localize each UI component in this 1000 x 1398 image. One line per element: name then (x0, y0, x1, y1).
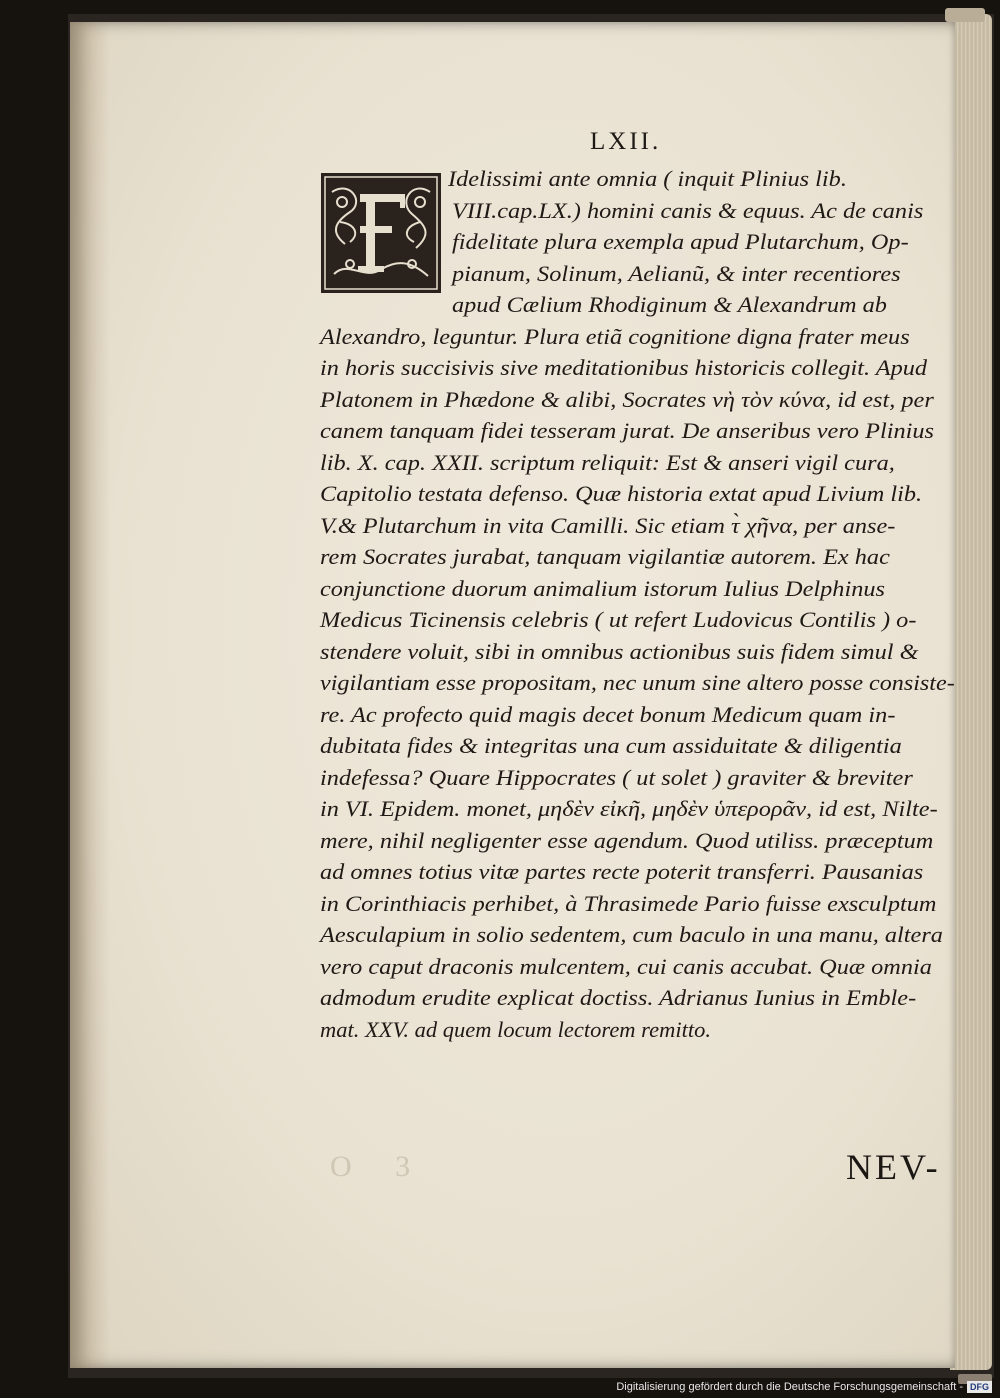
text-line: Aesculapium in solio sedentem, cum baculo in una manu, altera (320, 922, 943, 947)
dfg-logo-icon: DFG (967, 1381, 992, 1393)
text-line: in Corinthiacis perhibet, à Thrasimede Pario fuisse exsculptum (320, 890, 937, 916)
text-line: conjunctione duorum animalium istorum Iulius Delphinus (320, 575, 885, 601)
show-through-text: O 3 (330, 1150, 429, 1183)
text-line: vero caput draconis mulcentem, cui canis accubat. Quæ omnia (320, 953, 932, 979)
text-line: Platonem in Phædone & alibi, Socrates νὴ τὸν κύνα, id est, per (320, 386, 934, 412)
text-line: in VI. Epidem. monet, μηδὲν εἰκῆ, μηδὲν ὑπερορᾶν, id est, Nilte- (320, 796, 938, 821)
page-gutter-shadow (70, 22, 110, 1368)
text-line: lib. X. cap. XXII. scriptum reliquit: Est & anseri vigil cura, (320, 449, 895, 475)
text-line: Idelissimi ante omnia ( inquit Plinius lib. (448, 166, 847, 191)
catchword: NEV- (846, 1147, 941, 1187)
text-line: Alexandro, leguntur. Plura etiã cognitione digna frater meus (320, 323, 910, 349)
text-line: pianum, Solinum, Aelianũ, & inter recentiores (452, 260, 901, 286)
page-folio: LXII. (590, 128, 662, 155)
text-line: Capitolio testata defenso. Quæ historia extat apud Livium lib. (320, 481, 923, 506)
text-line: admodum erudite explicat doctiss. Adrianus Iunius in Emble- (320, 985, 917, 1010)
text-line: Medicus Ticinensis celebris ( ut refert Ludovicus Contilis ) o- (320, 607, 917, 632)
text-line: rem Socrates jurabat, tanquam vigilantiæ autorem. Ex hac (320, 544, 890, 569)
page-clip-top (945, 8, 985, 22)
ornament-initial-icon (320, 172, 442, 294)
text-line: in horis succisivis sive meditationibus historicis collegit. Apud (320, 355, 928, 380)
digitization-credit (616, 1378, 992, 1396)
text-line: mat. XXV. ad quem locum lectorem remitto. (320, 1016, 711, 1042)
credit-text: Digitalisierung gefördert durch die Deutsche Forschungsgemeinschaft - (616, 1381, 963, 1393)
text-line: V.& Plutarchum in vita Camilli. Sic etiam τ̀ χῆνα, per anse- (320, 512, 896, 538)
text-line: indefessa? Quare Hippocrates ( ut solet ) graviter & breviter (320, 764, 913, 790)
text-line: dubitata fides & integritas una cum assiduitate & diligentia (320, 733, 902, 758)
text-line: VIII.cap.LX.) homini canis & equus. Ac de canis (452, 197, 924, 223)
page-edges (950, 14, 992, 1370)
text-line: ad omnes totius vitæ partes recte poterit transferri. Pausanias (320, 859, 924, 884)
decorated-initial (320, 172, 442, 294)
text-line: re. Ac profecto quid magis decet bonum Medicum quam in- (320, 701, 896, 727)
text-line: canem tanquam fidei tesseram jurat. De anseribus vero Plinius (320, 418, 934, 443)
text-line: mere, nihil negligenter esse agendum. Quod utiliss. præceptum (320, 827, 934, 853)
text-line: fidelitate plura exempla apud Plutarchum, Op- (452, 229, 909, 254)
text-line: stendere voluit, sibi in omnibus actionibus suis fidem simul & (320, 638, 919, 664)
text-line: vigilantiam esse propositam, nec unum sine altero posse consiste- (320, 670, 955, 695)
text-line: apud Cælium Rhodiginum & Alexandrum ab (452, 292, 887, 317)
